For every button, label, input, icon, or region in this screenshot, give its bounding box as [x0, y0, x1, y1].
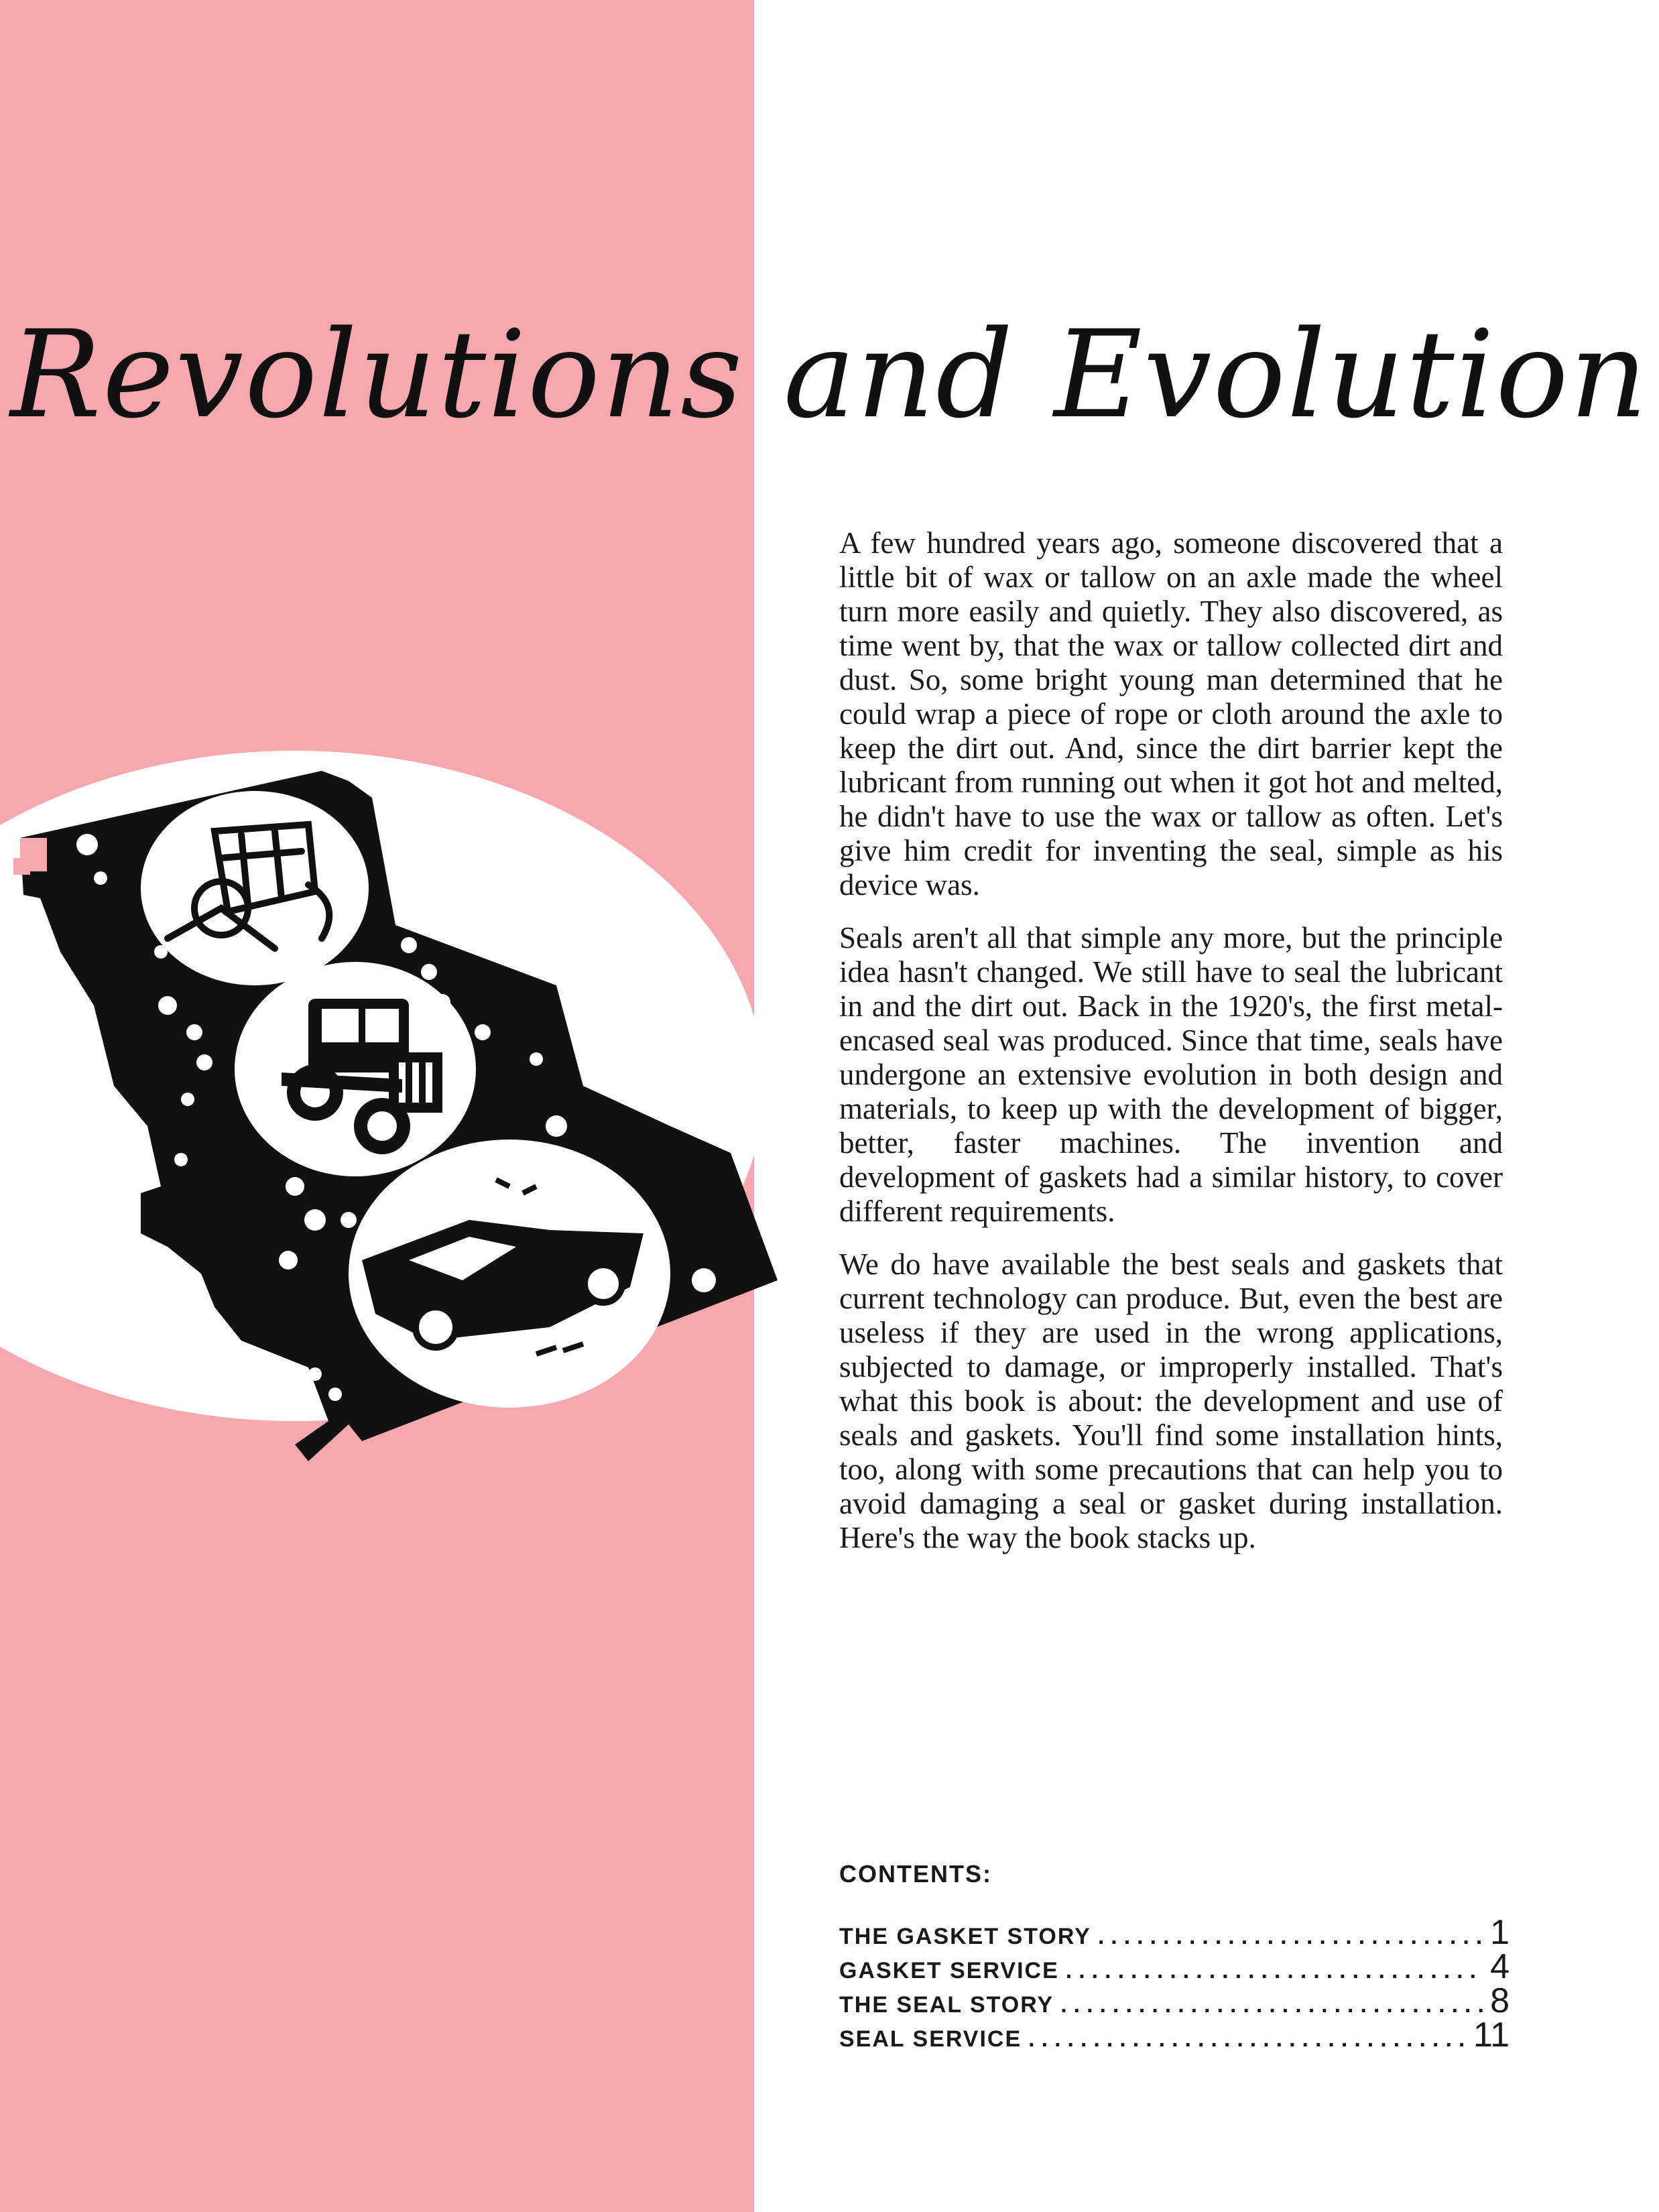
toc-item[interactable]	[839, 1981, 1510, 2020]
toc-item-title: THE SEAL STORY	[839, 1992, 1054, 2018]
toc-item-page: 8	[1490, 1981, 1510, 2020]
toc-leader-dots	[1060, 1992, 1483, 2018]
paragraph-2: Seals aren't all that simple any more, but the principle idea hasn't changed. We still have to seal the lubricant in and the dirt out. Back in the 1920's, the first metal-encased seal was produced. Since that time, seals have undergone an extensive evolution in both design and materials, to keep up with the development of bigger, better, faster machines. The invention and development of gaskets had a similar history, to cover different requirements.	[839, 921, 1503, 1228]
toc-item-title: SEAL SERVICE	[839, 2026, 1022, 2052]
toc-leader-dots	[1066, 1958, 1483, 1984]
paragraph-3: We do have available the best seals and gaskets that current technology can produce. But, even the best are useless if they are used in the wrong applications, subjected to damage, or improperly installed. That's what this book is about: the development and use of seals and gaskets. You'll find some installation hints, too, along with some precautions that can help you to avoid damaging a seal or gasket during installation. Here's the way the book stacks up.	[839, 1247, 1503, 1554]
toc-item[interactable]	[839, 1947, 1510, 1986]
toc-item-title: THE GASKET STORY	[839, 1924, 1091, 1949]
gasket-illustration	[0, 751, 804, 1542]
toc-item-page: 4	[1490, 1947, 1510, 1986]
toc-item-page: 1	[1490, 1913, 1510, 1952]
table-of-contents	[839, 1860, 1510, 2054]
intro-text	[839, 526, 1503, 1574]
toc-leader-dots	[1098, 1924, 1483, 1950]
toc-leader-dots	[1028, 2026, 1467, 2052]
toc-item[interactable]	[839, 1912, 1510, 1952]
cart-circle	[141, 791, 369, 985]
toc-item-title: GASKET SERVICE	[839, 1958, 1059, 1983]
toc-item-page: 11	[1473, 2016, 1510, 2054]
toc-item[interactable]	[839, 2015, 1510, 2054]
paragraph-1: A few hundred years ago, someone discovered that a little bit of wax or tallow on an axle made the wheel turn more easily and quietly. They also discovered, as time went by, that the wax or tallow collected dirt and dust. So, some bright young man determined that he could wrap a piece of rope or cloth around the axle to keep the dirt out. And, since the dirt barrier kept the lubricant from running out when it got hot and melted, he didn't have to use the wax or tallow as often. Let's give him credit for inventing the seal, simple as his device was.	[839, 526, 1503, 902]
page-title: Revolutions and Evolution	[10, 305, 1649, 445]
contents-heading: CONTENTS:	[839, 1860, 992, 1888]
